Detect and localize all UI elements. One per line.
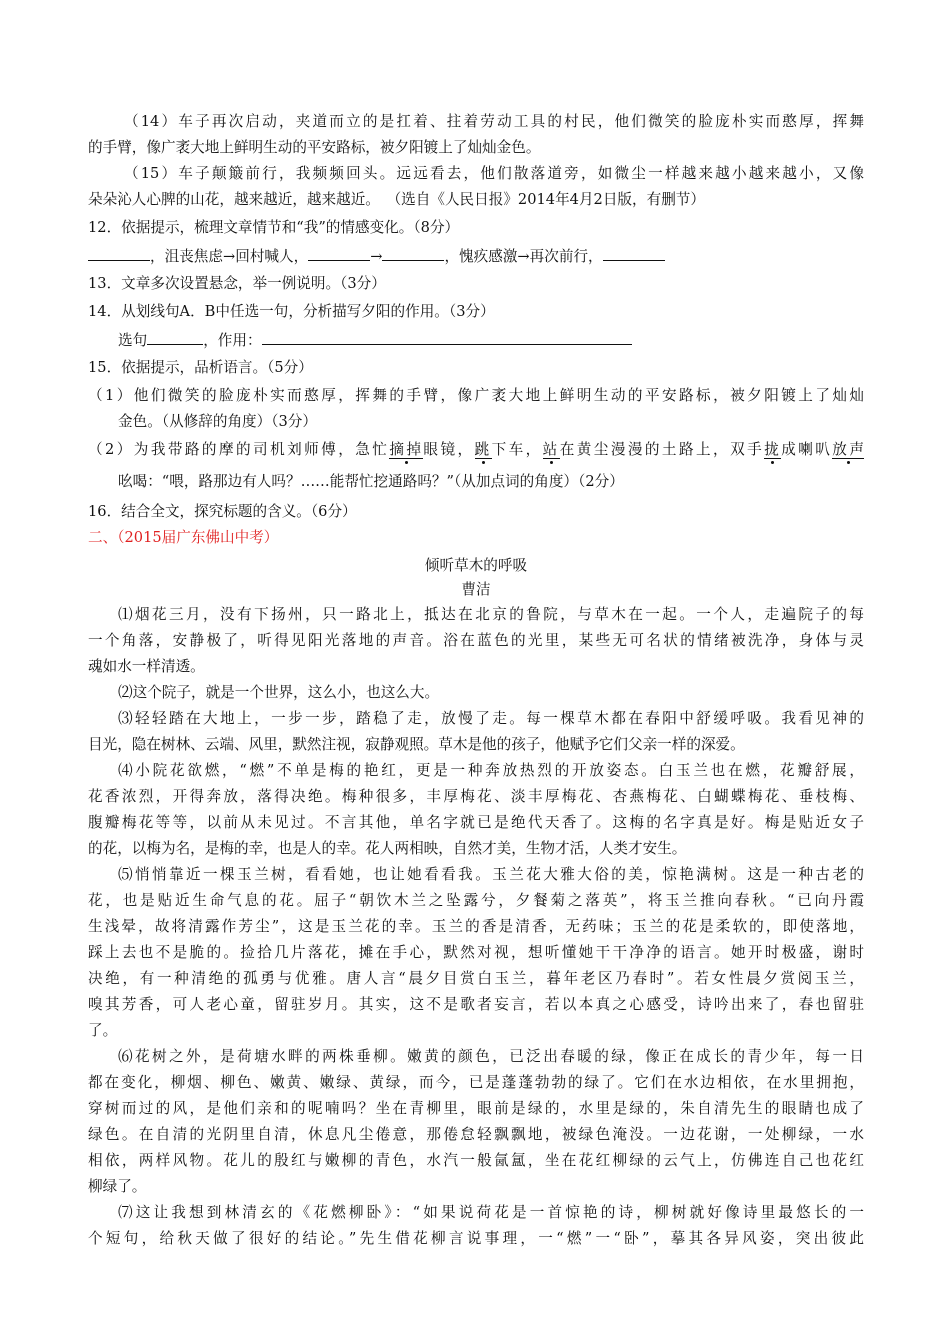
question-13: 13．文章多次设置悬念，举一例说明。（3分）: [88, 275, 386, 292]
essay-line: 生浅晕，故将清露作芳尘”，这是玉兰花的幸。玉兰的香是清香，无药味；玉兰的花是柔软的，即使落地，: [88, 918, 864, 935]
question-12-answer-line: ，沮丧焦虑→回村喊人， → ，愧疚感激→再次前行，: [88, 246, 864, 270]
essay-line: 相依，两样风物。花儿的殷红与嫩柳的青色，水汽一般氤氲，坐在花红柳绿的云气上，仿佛连自己也花红: [88, 1152, 864, 1169]
answer-blank[interactable]: [382, 246, 444, 261]
source-note: （选自《人民日报》2014年4月2日版，有删节）: [393, 191, 705, 208]
essay-line: 魂如水一样清透。: [88, 658, 205, 675]
essay-title: 倾听草木的呼吸: [424, 557, 528, 574]
essay-line: 踩上去也不是脆的。捡拾几片落花，摊在手心，默然对视，想听懂她干干净净的语言。她开时极盛，谢时: [88, 944, 864, 961]
essay-line: ⑺这让我想到林清玄的《花燃柳卧》：“如果说荷花是一首惊艳的诗，柳树就好像诗里最悠长的一: [118, 1204, 864, 1221]
essay-line: 花，也是贴近生命气息的花。屈子“朝饮木兰之坠露兮，夕餐菊之落英”，将玉兰推向春秋。“已向丹霞: [88, 892, 864, 909]
essay-line: ⑸悄悄靠近一棵玉兰树，看看她，也让她看看我。玉兰花大雅大俗的美，惊艳满树。这是一种古老的: [118, 866, 864, 883]
dotted-word: 摘掉: [389, 441, 424, 458]
dotted-word: 跳: [474, 441, 492, 458]
section-source: （2015届广东佛山中考）: [117, 529, 279, 546]
dotted-word: 放声: [832, 441, 864, 458]
essay-line: ⑷小院花欲燃，“燃”不单是梅的艳红，更是一种奔放热烈的开放姿态。白玉兰也在燃，花瓣舒展，: [118, 762, 864, 779]
question-12: 12．依据提示，梳理文章情节和“我”的情感变化。（8分）: [88, 219, 460, 236]
essay-line: 都在变化，柳烟、柳色、嫩黄、嫩绿、黄绿，而今，已是蓬蓬勃勃的绿了。它们在水边相依，在水里拥抱，: [88, 1074, 864, 1091]
essay-line: ⑴烟花三月，没有下扬州，只一路北上，抵达在北京的鲁院，与草木在一起。一个人，走遍院子的每: [118, 606, 864, 623]
question-16: 16．结合全文，探究标题的含义。（6分）: [88, 503, 357, 520]
answer-blank[interactable]: [147, 330, 203, 345]
dotted-word: 拢: [764, 441, 782, 458]
answer-blank[interactable]: [308, 246, 370, 261]
answer-blank[interactable]: [88, 246, 150, 261]
essay-line: 决绝，有一种清绝的孤勇与优雅。唐人言“晨夕目赏白玉兰，暮年老区乃春时”。若女性晨夕赏阅玉兰，: [88, 970, 864, 987]
essay-line: 的花，以梅为名，是梅的幸，也是人的幸。花人两相映，自然才美，生物才活，人类才安生。: [88, 840, 687, 857]
paragraph-14-line-2: 的手臂，像广袤大地上鲜明生动的平安路标，被夕阳镀上了灿灿金色。: [88, 139, 541, 156]
essay-line: 绿色。在自清的光阴里自清，休息凡尘倦意，那倦怠轻飘飘地，被绿色淹没。一边花谢，一处柳绿，一水: [88, 1126, 864, 1143]
arrow-icon: →: [222, 248, 236, 265]
essay-line: 穿树而过的风，是他们亲和的呢喃吗？坐在青柳里，眼前是绿的，水里是绿的，朱自清先生的眼睛也成了: [88, 1100, 864, 1117]
essay-line: 柳绿了。: [88, 1178, 147, 1195]
paragraph-14-line-1: （14）车子再次启动，夹道而立的是扛着、拄着劳动工具的村民，他们微笑的脸庞朴实而憨厚，挥舞: [124, 113, 864, 130]
essay-line: ⑶轻轻踏在大地上，一步一步，踏稳了走，放慢了走。每一棵草木都在春阳中舒缓呼吸。我看见神的: [118, 710, 864, 727]
question-15: 15．依据提示，品析语言。（5分）: [88, 359, 313, 376]
question-15-2-line-2: 吆喝：“喂，路那边有人吗？……能帮忙挖通路吗？”（从加点词的角度）（2分）: [118, 473, 624, 490]
essay-line: ⑹花树之外，是荷塘水畔的两株垂柳。嫩黄的颜色，已泛出春暖的绿，像正在成长的青少年，每一日: [118, 1048, 864, 1065]
essay-line: 目光，隐在树林、云端、风里，默然注视，寂静观照。草木是他的孩子，他赋予它们父亲一样的深爱。: [88, 736, 745, 753]
essay-line: 一个角落，安静极了，听得见阳光落地的声音。浴在蓝色的光里，某些无可名状的情绪被洗净，身体与灵: [88, 632, 864, 649]
arrow-icon: →: [370, 248, 383, 265]
essay-line: 嗅其芳香，可人老心童，留驻岁月。其实，这不是歌者妄言，若以本真之心感受，诗吟出来了，春也留驻: [88, 996, 864, 1013]
question-14-answer-line: 选句 ，作用：: [118, 330, 864, 354]
paragraph-15-line-1: （15）车子颠簸前行，我频频回头。远远看去，他们散落道旁，如微尘一样越来越小越来越小，又像: [124, 165, 864, 182]
essay-line: 腹瓣梅花等等，以前从未见过。不言其他，单名字就已是绝代天香了。这梅的名字真是好。梅是贴近女子: [88, 814, 864, 831]
essay-author: 曹洁: [461, 581, 491, 598]
question-15-2-line-1: （2）为我带路的摩的司机刘师傅，急忙摘掉眼镜，跳下车，站在黄尘漫漫的土路上，双手拢成喇叭放声: [88, 441, 864, 458]
section-number: 二、: [88, 529, 118, 546]
question-15-1-line-2: 金色。（从修辞的角度）（3分）: [118, 413, 317, 430]
dotted-word: 站: [542, 441, 560, 458]
essay-line: 了。: [88, 1022, 118, 1039]
essay-line: 花香浓烈，开得奔放，落得决绝。梅种很多，丰厚梅花、淡丰厚梅花、杏燕梅花、白蝴蝶梅花、垂枝梅、: [88, 788, 864, 805]
essay-line: 个短句，给秋天做了很好的结论。”先生借花柳言说事理，一“燃”一“卧”，摹其各异风姿，突出彼此: [88, 1230, 864, 1247]
question-14: 14．从划线句A．B中任选一句，分析描写夕阳的作用。（3分）: [88, 303, 495, 320]
answer-blank[interactable]: [603, 246, 665, 261]
question-15-1-line-1: （1）他们微笑的脸庞朴实而憨厚，挥舞的手臂，像广袤大地上鲜明生动的平安路标，被夕阳镀上了灿灿: [88, 387, 864, 404]
section-2-header: [88, 528, 864, 552]
arrow-icon: →: [517, 248, 530, 265]
essay-line: ⑵这个院子，就是一个世界，这么小，也这么大。: [118, 684, 440, 701]
answer-blank[interactable]: [262, 330, 632, 345]
paragraph-15-line-2: 朵朵沁人心脾的山花，越来越近，越来越近。 （选自《人民日报》2014年4月2日版，有删节）: [88, 191, 705, 208]
